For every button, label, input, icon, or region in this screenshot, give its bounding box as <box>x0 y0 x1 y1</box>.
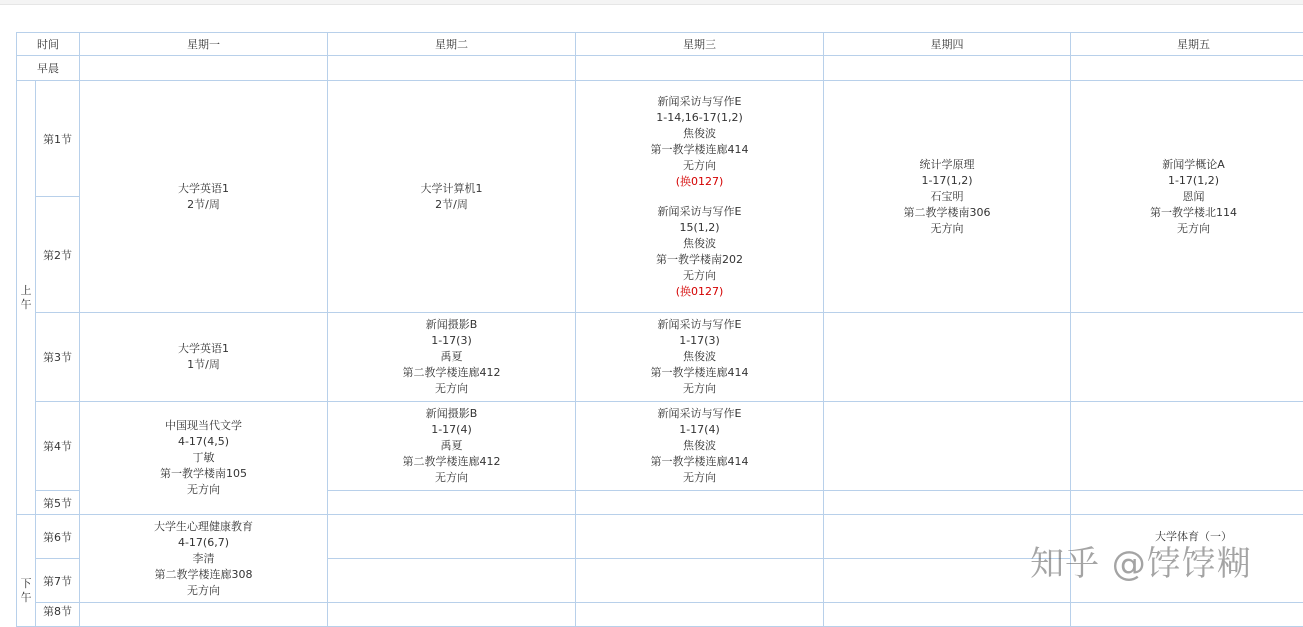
course-block <box>80 181 327 213</box>
course-weeks: 15(1,2) <box>576 220 823 236</box>
course-teacher: 丁敏 <box>80 450 327 466</box>
course-swap-link[interactable]: (换0127) <box>576 174 823 190</box>
course-weeks: 1-14,16-17(1,2) <box>576 110 823 126</box>
course-direction: 无方向 <box>576 381 823 397</box>
course-cell-mon-6[interactable] <box>80 515 328 603</box>
cell <box>824 56 1071 81</box>
course-weeks: 1-17(4) <box>576 422 823 438</box>
course-cell-mon-3[interactable] <box>80 313 328 402</box>
section-row-4 <box>17 402 1303 491</box>
cell <box>576 559 824 603</box>
section-label-8: 第8节 <box>36 603 80 627</box>
section-label-3: 第3节 <box>36 313 80 402</box>
course-time: 1节/周 <box>80 357 327 373</box>
time-header: 时间 <box>17 33 80 56</box>
course-room: 第一教学楼南105 <box>80 466 327 482</box>
course-name: 大学体育（一） <box>1071 529 1303 545</box>
course-block <box>824 157 1070 237</box>
course-room: 第一教学楼连廊414 <box>576 142 823 158</box>
pm-label-text: 下午 <box>20 577 32 605</box>
course-weeks: 1-17(3) <box>328 333 575 349</box>
course-name: 大学英语1 <box>80 181 327 197</box>
course-time: 2节/周 <box>328 197 575 213</box>
am-label <box>17 81 36 515</box>
morning-label: 早晨 <box>17 56 80 81</box>
header-row <box>17 33 1303 56</box>
section-label-1: 第1节 <box>36 81 80 197</box>
course-block <box>80 418 327 498</box>
course-weeks: 4-17(4,5) <box>80 434 327 450</box>
course-teacher: 焦俊波 <box>576 438 823 454</box>
course-direction: 无方向 <box>576 158 823 174</box>
course-name: 新闻摄影B <box>328 406 575 422</box>
day-header-tue: 星期二 <box>328 33 576 56</box>
course-cell-wed-1[interactable] <box>576 81 824 313</box>
course-block <box>328 181 575 213</box>
am-label-text: 上午 <box>20 284 32 312</box>
pm-label <box>17 515 36 627</box>
course-room: 第一教学楼连廊414 <box>576 365 823 381</box>
course-block <box>576 204 823 300</box>
course-direction: 无方向 <box>576 470 823 486</box>
course-teacher: 焦俊波 <box>576 236 823 252</box>
course-block <box>80 341 327 373</box>
course-cell-tue-3[interactable] <box>328 313 576 402</box>
course-weeks: 1-17(1,2) <box>1071 173 1303 189</box>
section-label-5: 第5节 <box>36 491 80 515</box>
top-bar <box>0 0 1303 5</box>
course-teacher: 焦俊波 <box>576 349 823 365</box>
course-direction: 无方向 <box>576 268 823 284</box>
watermark: 知乎 @饽饽糊 <box>1030 536 1252 585</box>
section-label-6: 第6节 <box>36 515 80 559</box>
course-teacher: 李清 <box>80 551 327 567</box>
course-cell-wed-3[interactable] <box>576 313 824 402</box>
section-label-2: 第2节 <box>36 197 80 313</box>
course-block <box>80 519 327 599</box>
course-name: 大学生心理健康教育 <box>80 519 327 535</box>
course-name: 新闻采访与写作E <box>576 94 823 110</box>
section-label-4: 第4节 <box>36 402 80 491</box>
course-cell-fri-1[interactable] <box>1071 81 1303 313</box>
course-name: 新闻采访与写作E <box>576 317 823 333</box>
course-room: 第一教学楼连廊414 <box>576 454 823 470</box>
day-header-thu: 星期四 <box>824 33 1071 56</box>
cell <box>328 56 576 81</box>
course-teacher: 焦俊波 <box>576 126 823 142</box>
course-time: 2节/周 <box>80 197 327 213</box>
course-weeks: 1-17(4) <box>328 422 575 438</box>
course-block <box>576 317 823 397</box>
course-block <box>576 94 823 190</box>
course-weeks: 4-17(6,7) <box>80 535 327 551</box>
course-name: 统计学原理 <box>824 157 1070 173</box>
course-weeks: 1-17(3) <box>576 333 823 349</box>
cell <box>1071 313 1303 402</box>
course-teacher: 恩闻 <box>1071 189 1303 205</box>
cell <box>1071 56 1303 81</box>
course-cell-thu-1[interactable] <box>824 81 1071 313</box>
course-room: 第一教学楼南202 <box>576 252 823 268</box>
course-direction: 无方向 <box>1071 221 1303 237</box>
course-direction: 无方向 <box>80 583 327 599</box>
course-name: 新闻采访与写作E <box>576 406 823 422</box>
course-direction: 无方向 <box>328 470 575 486</box>
cell <box>824 402 1071 491</box>
cell <box>576 56 824 81</box>
cell <box>328 515 576 559</box>
course-direction: 无方向 <box>824 221 1070 237</box>
cell <box>824 313 1071 402</box>
course-name: 新闻摄影B <box>328 317 575 333</box>
course-teacher: 禹夏 <box>328 438 575 454</box>
section-row-3 <box>17 313 1303 402</box>
course-swap-link[interactable]: (换0127) <box>576 284 823 300</box>
course-room: 第一教学楼北114 <box>1071 205 1303 221</box>
cell <box>328 491 576 515</box>
cell <box>1071 402 1303 491</box>
course-room: 第二教学楼南306 <box>824 205 1070 221</box>
cell <box>576 491 824 515</box>
course-teacher: 禹夏 <box>328 349 575 365</box>
course-name: 中国现当代文学 <box>80 418 327 434</box>
cell <box>328 559 576 603</box>
course-room: 第二教学楼连廊412 <box>328 365 575 381</box>
cell <box>576 515 824 559</box>
course-teacher: 石宝明 <box>824 189 1070 205</box>
course-block <box>576 406 823 486</box>
course-block <box>328 317 575 397</box>
course-name: 新闻采访与写作E <box>576 204 823 220</box>
cell <box>80 56 328 81</box>
course-direction: 无方向 <box>328 381 575 397</box>
course-weeks: 1-17(1,2) <box>824 173 1070 189</box>
section-label-7: 第7节 <box>36 559 80 603</box>
course-name: 新闻学概论A <box>1071 157 1303 173</box>
course-room: 第二教学楼连廊308 <box>80 567 327 583</box>
course-cell-mon-1[interactable] <box>80 81 328 313</box>
course-cell-mon-4[interactable] <box>80 402 328 515</box>
course-cell-wed-4[interactable] <box>576 402 824 491</box>
course-direction: 无方向 <box>80 482 327 498</box>
course-block <box>1071 157 1303 237</box>
section-row-1 <box>17 81 1303 197</box>
course-cell-tue-1[interactable] <box>328 81 576 313</box>
cell <box>1071 491 1303 515</box>
course-room: 第二教学楼连廊412 <box>328 454 575 470</box>
morning-row <box>17 56 1303 81</box>
course-block <box>328 406 575 486</box>
cell <box>824 491 1071 515</box>
day-header-fri: 星期五 <box>1071 33 1303 56</box>
course-name: 大学计算机1 <box>328 181 575 197</box>
course-name: 大学英语1 <box>80 341 327 357</box>
day-header-mon: 星期一 <box>80 33 328 56</box>
course-cell-tue-4[interactable] <box>328 402 576 491</box>
day-header-wed: 星期三 <box>576 33 824 56</box>
